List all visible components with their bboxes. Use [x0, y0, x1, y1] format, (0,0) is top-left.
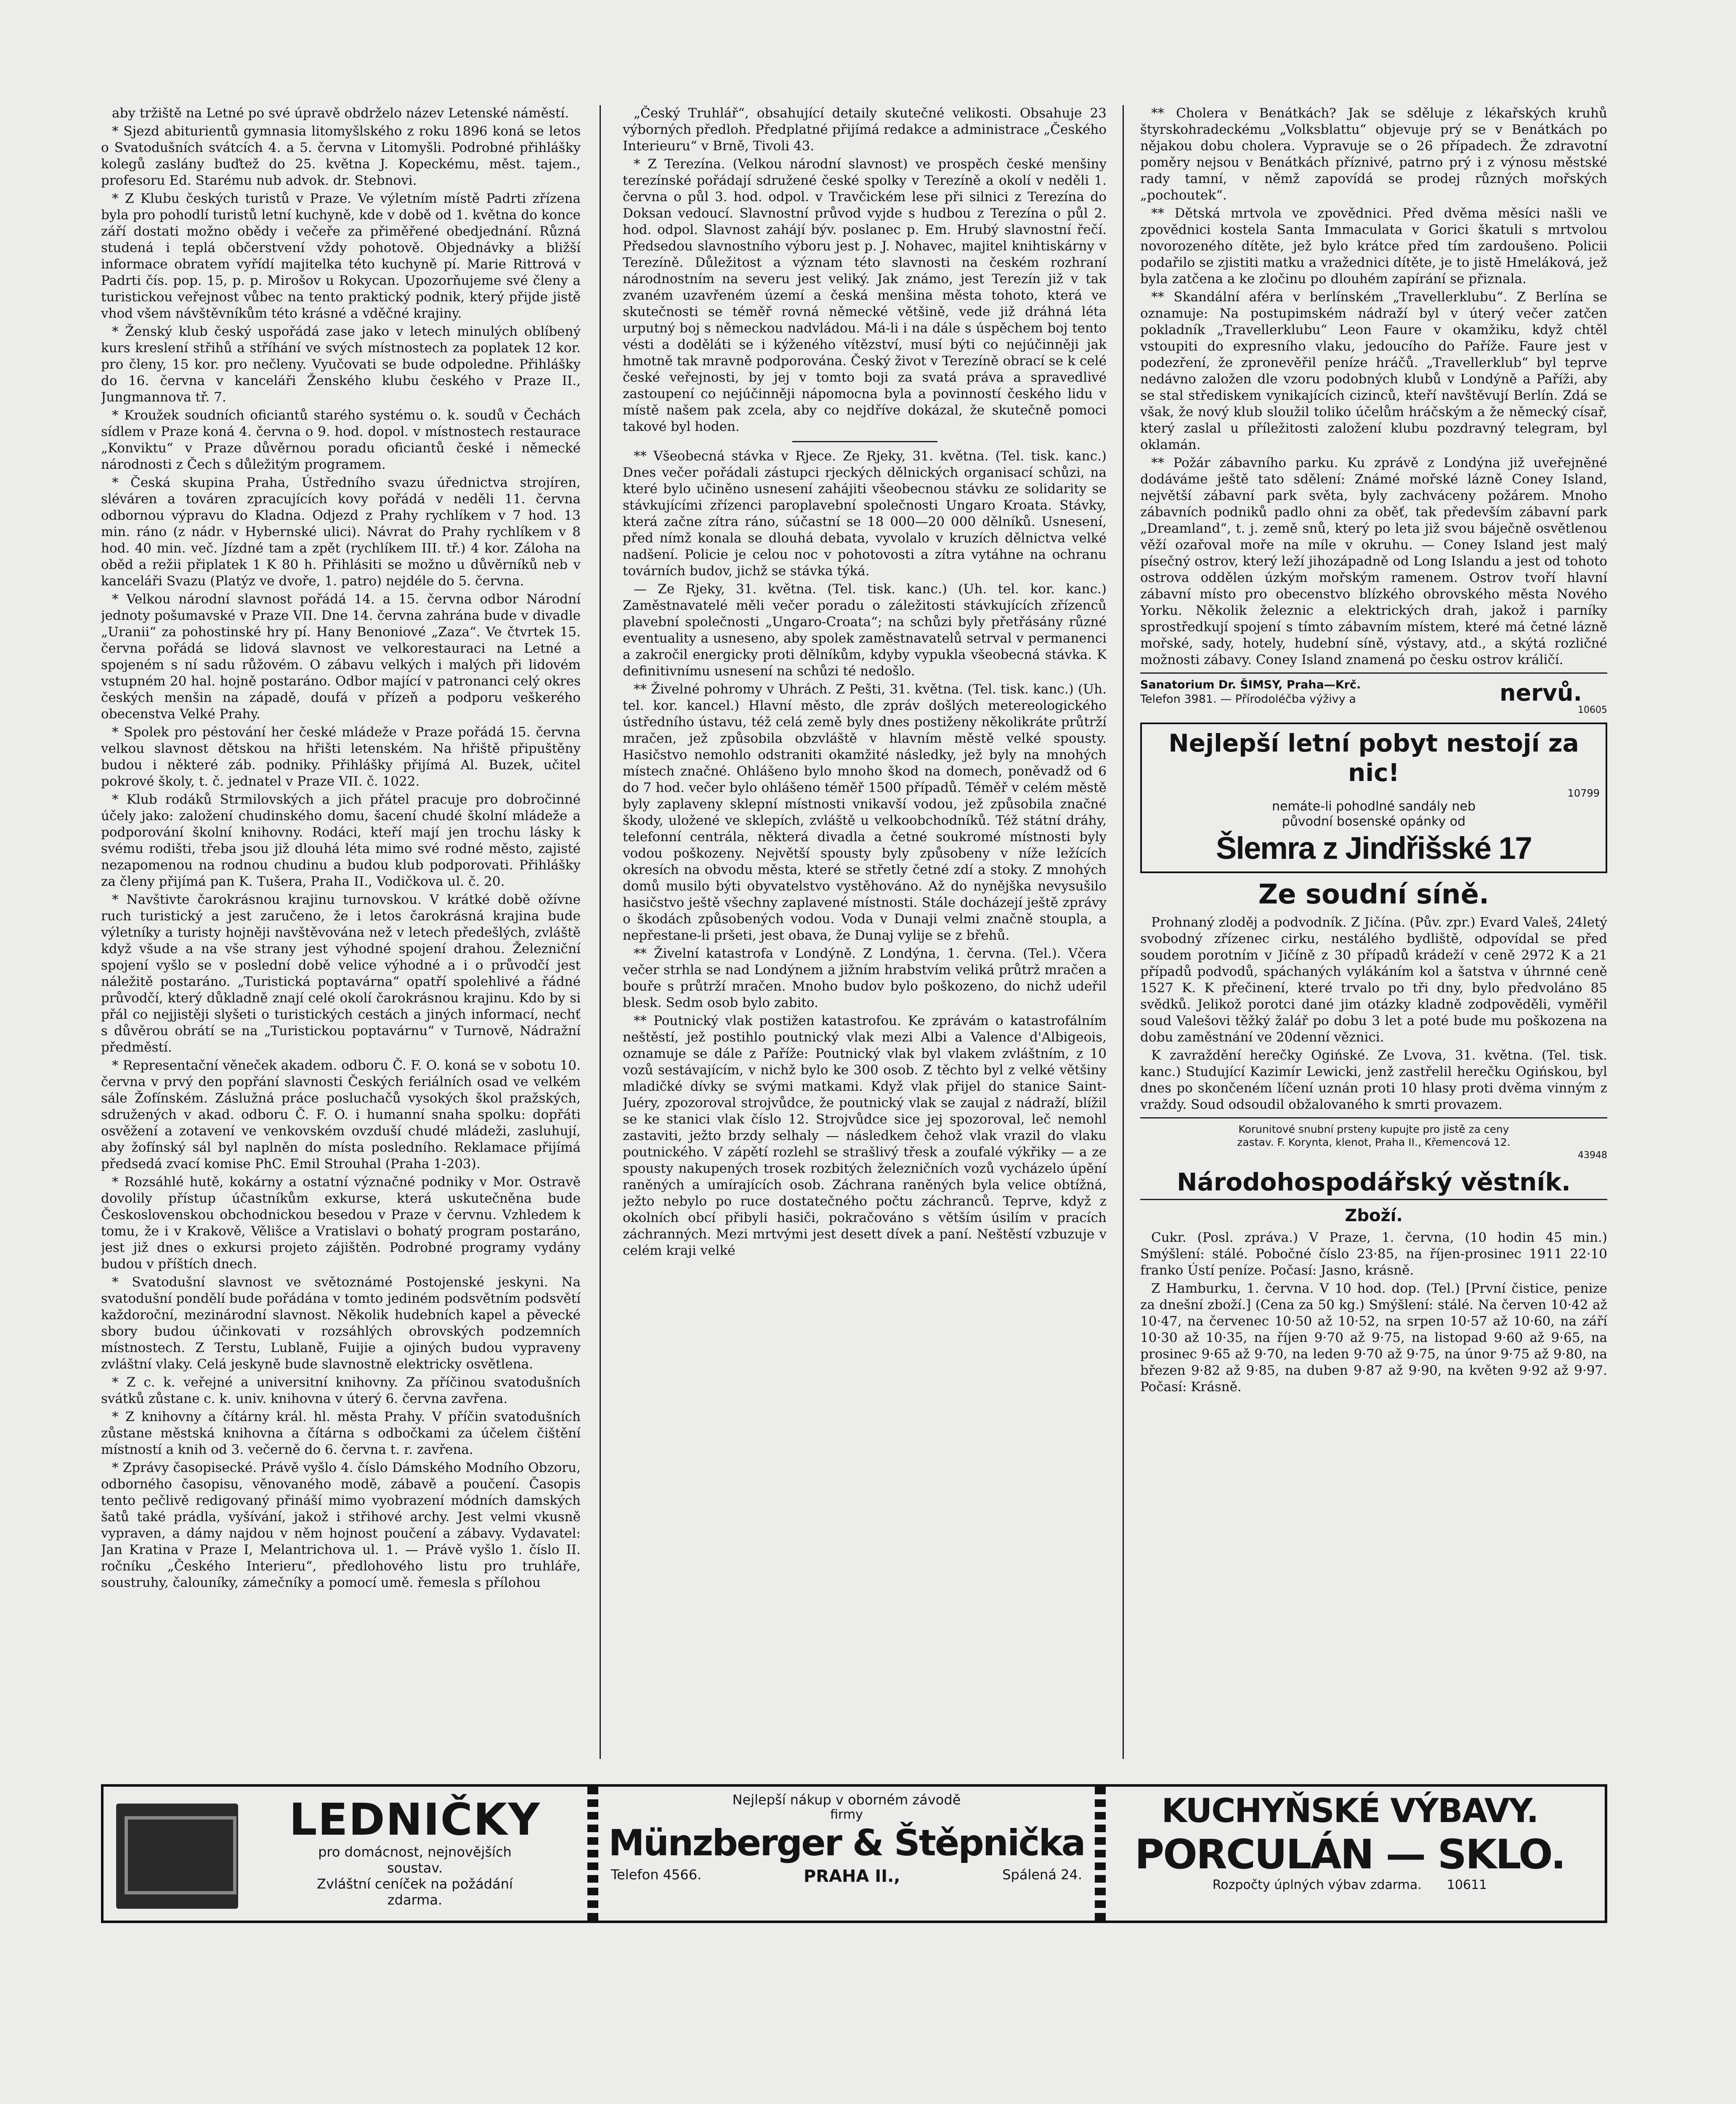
store-line: firmy [830, 1807, 863, 1822]
article-paragraph: * Representační věneček akadem. odboru Č. F. O. koná se v sobotu 10. června v prvý den popřání slavnosti Českých feriálních osad ve velkém sále Žofínském. Záslužná práce posluchačů vysokých škol pražských, sdružených v akad. odboru Č. F. O. i humanní snaha spolku: dopřáti osvěžení a zotavení ve venkovském ovzduší chudé mládeži, zasluhují, aby žofínský sál byl naplněn do místa posledního. Reklamace přijímá předsedá zvací komise PhC. Emil Strouhal (Praha 1-203). [101, 1058, 581, 1172]
slemr-subline: nemáte-li pohodlné sandály neb [1271, 799, 1476, 814]
article-paragraph: K zavraždění herečky Ogińské. Ze Lvova, 31. května. (Tel. tisk. kanc.) Studující Kazimír Lewicki, jenž zastřelil herečku Ogińskou, byl dnes po skončeném líčení uznán proti 10 hlasy proti dvěma vinným z vraždy. Soud odsoudil obžalovaného k smrti provazem. [1140, 1048, 1607, 1112]
slemr-subline: původní bosenské opánky od [1282, 814, 1466, 829]
article-paragraph: Z Hamburku, 1. června. V 10 hod. dop. (Tel.) [První čistice, penize za dnešní zboží.] (Cena za 50 kg.) Smýšlení: stálé. Na červen 10·42 až 10·47, na červenec 10·50 až 10·52, na srpen 10·57 až 10·60, na září 10·30 až 10·35, na říjen 9·70 až 9·75, na listopad 9·60 až 9·65, na prosinec 9·65 až 9·70, na leden 9·70 až 9·75, na únor 9·75 až 9·80, na březen 9·82 až 9·85, na duben 9·87 až 9·90, na květen 9·92 až 9·97. Počasí: Krásně. [1140, 1281, 1607, 1395]
article-paragraph: * Svatodušní slavnost ve světoznámé Postojenské jeskyni. Na svatodušní pondělí bude pořádána v tomto jediném podsvětním podsvětí každoroční, mezinárodní slavnost. Několik hudebních kapel a pěvecké sbory budou účinkovati v rozsáhlých obrovských podzemních místnostech. Z Terstu, Lublaně, Fuijie a ojiných budou vypraveny zvláštní vlaky. Celá jeskyně bude slavnostně elektricky osvětlena. [101, 1275, 581, 1372]
article-paragraph: ** Všeobecná stávka v Rjece. Ze Rjeky, 31. května. (Tel. tisk. kanc.) Dnes večer pořádali zástupci rjeckých dělnických organisací schůzi, na které bylo učiněno usnesení zahájiti všeobecnou stávku ze solidarity se stávkujícími zřízenci paroplavební společnosti Ungaro Kroata. Stávky, která začne zítra ráno, súčastní se 18 000—20 000 dělníků. Usnesení, před nímž konala se dlouhá debata, vyvolalo v kruzích dělnictva velké nadšení. Policie je celou noc v pohotovosti a zítra vytáhne na ochranu továrních budov, jichž se stávka týká. [623, 449, 1107, 579]
korynta-line: Korunitové snubní prsteny kupujte pro jistě za ceny [1238, 1123, 1509, 1135]
article-paragraph: ** Cholera v Benátkách? Jak se sděluje z lékařských kruhů štyrskohradeckému „Volksblattu“ objevuje prý se v Benátkách po nějakou dobu cholera. Vypravuje se o 26 případech. Že zdravotní poměry nejsou v Benátkách příznivé, patrno prý i z výnosu městské rady tamní, v němž zapovídá se prodej různých mořských „pochoutek“. [1140, 106, 1607, 203]
article-paragraph: * Spolek pro péstování her české mládeže v Praze pořádá 15. června velkou slavnost dětskou na hřišti letenském. Na hřiště připuštěny budou i některé záb. podniky. Přihlášky přijímá Al. Buzek, učitel pokrové školy, t. č. jednatel v Praze VII. č. 1022. [101, 725, 581, 789]
sanatorium-line: Telefon 3981. — Přírodoléčba výživy a [1140, 693, 1356, 706]
korynta-line: zastav. F. Korynta, klenot, Praha II., Křemencová 12. [1237, 1136, 1510, 1148]
article-paragraph: Cukr. (Posl. zpráva.) V Praze, 1. června, (10 hodin 45 min.) Smýšlení: stálé. Pobočné číslo 23·85, na říjen-prosinec 1911 22·10 franko Ústí peníze. Počasí: Jasno, krásně. [1140, 1230, 1607, 1278]
fridge-ad [104, 1787, 587, 1921]
sanatorium-big: nervů. [1500, 680, 1582, 706]
article-paragraph: ** Požár zábavního parku. Ku zprávě z Londýna již uveřejněné dodáváme ještě tato sdělení: Známé mořské lázně Coney Island, největší zábavní park světa, byly zachváceny požárem. Mnoho zábavních podniků padlo ohni za oběť, tak především zábavní park „Dreamland“, t. j. země snů, který po leta již svou báječně osvětlenou věží ozařoval moře na míle v okruhu. — Coney Island jest malý písečný ostrov, který leží jihozápadně od Long Islandu a jest od tohoto ostrova oddělen úzkým mořským ramenem. Ostrov tvoří hlavní zábavní místo pro obecenstvo blízkého obrovského města Nového Yorku. Několik železnic a elektrických drah, jakož i parníky sprostředkují spojení s tímto zábavním místem, které má četné lázně mořské, sady, hotely, hudební síně, výstavy, atd., a skýtá rozličné možnosti zábavy. Coney Island znamená po česku ostrov králičí. [1140, 455, 1607, 667]
store-line: Nejlepší nákup v oborném závodě [732, 1792, 961, 1808]
article-paragraph: — Ze Rjeky, 31. května. (Tel. tisk. kanc.) (Uh. tel. kor. kanc.) Zaměstnavatelé měli večer poradu o záležitosti stávkujících zřízenců plavební společnosti „Ungaro-Croata“; na schůzi byly přetřásány různé eventuality a usneseno, aby spolek zaměstnavatelů setrval v permanenci a zakročil energicky proti dělníkům, kdyby vypukla všeobecná stávka. K definitivnímu usnesení na schůzi té nedošlo. [623, 582, 1107, 679]
kitchen-ad [1106, 1787, 1594, 1921]
bead-border [1095, 1787, 1106, 1921]
article-paragraph: aby tržiště na Letné po své úpravě obdrželo název Letenské náměstí. [112, 106, 569, 121]
ad-number: 43948 [1578, 1150, 1607, 1161]
column-2 [623, 105, 1107, 1759]
bottom-advert-band [101, 1784, 1607, 1923]
separator [1140, 1117, 1607, 1118]
column-divider [1123, 105, 1124, 1759]
store-brand: Münzberger & Štěpnička [608, 1822, 1085, 1864]
ad-number: 10799 [1567, 787, 1600, 799]
article-paragraph: ** Živelné pohromy v Uhrách. Z Pešti, 31. května. (Tel. tisk. kanc.) (Uh. tel. kor. kancel.) Hlavní město, dle zpráv došlých metereologického ústředního ústavu, též celá země byly dnes postiženy několikráte průtrží mračen, jež způsobila obzvláště v hlavním městě velké spousty. Hasičstvo nemohlo odstraniti okamžité následky, jež byly na mnohých místech značné. Ohlášeno bylo mnoho škod na domech, poněvadž od 6 do 7 hod. večer bylo ohlášeno téměř 1500 případů. Téměř v celém městě byly zaplaveny sklepní místnosti vnikavší vodou, jež způsobila značné škody, uložené ve sklepích, zvláště u velkoobchodníků. Též státní dráhy, telefonní centrála, některá divadla a četné soukromé místnosti byly vodou poškozeny. Největší spousty byly způsobeny v níže ležících okresích na obvodu města, které se střetly četné zdí a stoky. Z mnohých domů musilo býti obyvatelstvo vystěhováno. Až do nynějška nevysušilo hasičstvo ještě všechny zaplavené místnosti. Stále docházejí ještě zprávy o škodách způsobených vodou. Voda v Dunaji velmi značně stoupla, a nepřestane-li pršeti, jest obava, že Dunaj vylije se z břehů. [623, 682, 1107, 943]
article-paragraph: ** Skandální aféra v berlínském „Travellerklubu“. Z Berlína se oznamuje: Na postupimském nádraží byl v úterý večer zatčen pokladník „Travellerklubu“ Leon Faure v okamžiku, když chtěl vstoupiti do expresního vlaku, jedoucího do Paříže. Faure jest v podezření, že zpronevěřil peníze hráčů. „Travellerklub“ byl teprve nedávno založen dle vzoru podobných klubů v Londýně a Paříži, aby se stal střediskem vynikajících cizinců, kteří navštěvují Berlín. Zdá se však, že nový klub sloužil toliko účelům hráčským a že německý císař, který zaslal u příležitosti založení klubu pozdravný telegram, byl oklamán. [1140, 290, 1607, 452]
article-paragraph: * Navštivte čarokrásnou krajinu turnovskou. V krátké době ožívne ruch turistický a jest zaručeno, že i letos čarokrásná krajina bude výletníky a turisty hojněji navštěvována než v letech předešlých, zvláště když všude a na vše strany jest výhodné spojení drahou. Železniční spojení vyšlo se v poslední době velice výhodné a i o průvodčí jest náležitě postaráno. „Turistická poptavárna“ opatří spolehlivé a řádné průvodčí, který důkladně znají celé okolí čarokrásnou krajinu. Kdo by si přál co nejjistěji slyšeti o turistických cestách a jiných informací, nechť s důvěrou obrátí se na „Turistickou poptavárnu“ v Turnově, Nádražní předměstí. [101, 892, 581, 1055]
fridge-line: zdarma. [387, 1892, 443, 1908]
article-paragraph: * Z c. k. veřejné a universitní knihovny. Za příčinou svatodušních svátků zůstane c. k. univ. knihovna v úterý 6. června zavřena. [101, 1375, 581, 1406]
section-heading-economy: Národohospodářský věstník. [1140, 1168, 1607, 1200]
newspaper-page [101, 105, 1607, 2104]
separator [1140, 672, 1607, 674]
fridge-line: soustav. [387, 1860, 443, 1876]
article-paragraph: „Český Truhlář“, obsahující detaily skutečné velikosti. Obsahuje 23 výborných předloh. Předplatné přijímá redakce a administrace „Českého Interieuru“ v Brně, Tivoli 43. [623, 106, 1107, 154]
column-divider [600, 105, 601, 1759]
slemr-headline: Nejlepší letní pobyt nestojí za nic! [1168, 729, 1579, 787]
fridge-line: Zvláštní ceníček na požádání [317, 1876, 513, 1892]
kitchen-line: PORCULÁN — SKLO. [1134, 1831, 1565, 1878]
column-1 [101, 105, 581, 1759]
section-heading-court: Ze soudní síně. [1258, 879, 1489, 910]
article-paragraph: * Zprávy časopisecké. Právě vyšlo 4. číslo Dámského Modního Obzoru, odborného časopisu, věnovaného modě, zábavě a poučení. Časopis tento pečlivě redigovaný přináší mimo vyobrazení módních damských šatů také prádla, vyšívání, jakož i střihové archy. Jest velmi vkusně vypraven, a dámy najdou v něm hojnost poučení a zábavy. Vydavatel: Jan Kratina v Praze I, Melantrichova ul. 1. — Právě vyšlo 1. číslo II. ročníku „Českého Interieru“, předlohového listu pro truhláře, soustruhy, čalouníky, zámečníky a pomocí umě. řemesla s přílohou [101, 1460, 581, 1590]
korynta-ad [1140, 1123, 1607, 1162]
store-ad [598, 1787, 1095, 1921]
slemr-ad [1140, 723, 1607, 873]
kitchen-line: KUCHYŇSKÉ VÝBAVY. [1161, 1792, 1538, 1830]
kitchen-line: Rozpočty úplných výbav zdarma. [1212, 1878, 1422, 1892]
ad-number: 10605 [1578, 705, 1607, 715]
article-paragraph: * Z Klubu českých turistů v Praze. Ve výletním místě Padrti zřízena byla pro pohodlí turistů letní kuchyně, kde v době od 1. května do konce září dostati možno obědy i večeře za přiměřené obedjednání. Různá studená i teplá občerstvení vždy pohotově. Objednávky a bližší informace obratem vyřídí majitelka této kuchyně pí. Marie Rittrová v Padrti čís. pop. 15, p. p. Mirošov u Rokycan. Upozorňujeme své členy a turistickou veřejnost vůbec na tento praktický podnik, který přijde jistě vhod všem návštěvníkům této krásné a vděčné krajiny. [101, 191, 581, 321]
store-street: Spálená 24. [1002, 1867, 1082, 1883]
article-paragraph: * Velkou národní slavnost pořádá 14. a 15. června odbor Národní jednoty pošumavské v Praze VII. Dne 14. června zahrána bude v divadle „Uranii“ za pohostinské hry pí. Hany Benoniové „Zaza“. Ve čtvrtek 15. června pořádá se lidová slavnost ve velkorestauraci na Letné a spojeném s ní sadu růžovém. O zábavu velkých i malých při lidovém vstupném 20 hal. hojně postaráno. Odbor mající v patronanci celý okres českých menšin na západě, doufá v přízeň a podporu veškerého obecenstva Velké Prahy. [101, 592, 581, 722]
article-paragraph: ** Živelní katastrofa v Londýně. Z Londýna, 1. června. (Tel.). Včera večer strhla se nad Londýnem a jižním hrabstvím veliká průtrž mračen a bouře s průtrží mračen. Mnoho budov bylo poškozeno, do nichž udeřil blesk. Sedm osob bylo zabito. [623, 946, 1107, 1010]
sanatorium-ad [1140, 678, 1607, 718]
refrigerator-icon [116, 1804, 238, 1909]
store-city: PRAHA II., [803, 1867, 900, 1886]
fridge-title: LEDNIČKY [289, 1794, 541, 1845]
article-paragraph: * Z knihovny a čítárny král. hl. města Prahy. V příčin svatodušních zůstane městská knihovna a čítárna s odbočkami za účelem čištění místností a knih od 3. večerně do 6. června t. r. zavřena. [101, 1409, 581, 1457]
article-paragraph: * Klub rodáků Strmilovských a jich přátel pracuje pro dobročinné účely jako: založení chudinského domu, šacení chudé školní mládeže a podporování školní knihovny. Rodáci, kteří mají jen trochu lásky k svému rodišti, třeba jsou již dlouhá léta mimo své rodné město, zajisté nezapomenou na rodnou chudinu a budou klub podporovati. Přihlášky za členy přijímá pan K. Tušera, Praha II., Vodičkova ul. č. 20. [101, 792, 581, 889]
separator [792, 441, 937, 442]
fridge-line: pro domácnost, nejnovějších [318, 1844, 512, 1860]
bead-border [587, 1787, 598, 1921]
column-3 [1140, 105, 1607, 1759]
store-phone: Telefon 4566. [611, 1867, 702, 1883]
article-paragraph: * Z Terezína. (Velkou národní slavnost) ve prospěch české menšiny terezínské pořádají sdružené české spolky v Terezíně a okolí v neděli 1. června o půl 3. hod. odpol. v Travčickém lese při silnici z Terezína do Doksan vedoucí. Slavnostní průvod vyjde s hudbou z Terezína o půl 2. hod. odpol. Slavnost zahájí býv. poslanec p. Em. Hrubý slavnostní řečí. Předsedou slavnostního výboru jest p. J. Nohavec, majitel knihtiskárny v Terezíně. Důležitost a význam této slavnosti na českém rozhraní národnostním na severu jest veliký. Jak známo, jest Terezín již v tak zvaném uzavřeném území a česká menšina města tohoto, která ve skutečnosti se téměř rovná německé většině, vede již dráhná léta urputný boj s německou nadvládou. Má-li i na dále s úspěchem boj tento vésti a doděláti se i kýženého vítězství, musí býti co nejúčinněji jak hmotně tak mravně podporována. Český život v Terezíně obrací se k celé české veřejnosti, by jej v tomto boji za svatá práva a spravedlivé zastoupení co nejúčinněji nápomocna byla a povinností českého lidu v místě našem pak zcela, aby co nejdříve dokázal, že skutečně pomoci takové byl hoden. [623, 157, 1107, 434]
article-paragraph: * Ženský klub český uspořádá zase jako v letech minulých oblíbený kurs kreslení střihů a stříhání ve svých místnostech za poplatek 12 kor. pro členy, 15 kor. pro nečleny. Vyučovati se bude odpoledne. Přihlášky do 16. června v kanceláři Ženského klubu českého v Praze II., Jungmannova tř. 7. [101, 324, 581, 405]
article-paragraph: ** Poutnický vlak postižen katastrofou. Ke zprávám o katastrofálním neštěstí, jež postihlo poutnický vlak mezi Albi a Valence d'Albigeois, oznamuje se dále z Paříže: Poutnický vlak byl vlakem zvláštním, z 10 vozů sestávajícím, v nichž bylo ke 300 osob. Z těchto byl z velké většiny mladičké dívky se svými matkami. Když vlak přijel do stanice Saint-Juéry, zpozoroval strojvůdce, že poutnický vlak se zaujal z nádraží, blížil se ke stanici vlak číslo 12. Strojvůdce sice jej spozoroval, leč nemohl zastaviti, ježto brzdy selhaly — následkem čehož vlak vrazil do vlaku poutnického. V zápětí rozlehl se strašlivý třesk a zoufalé výkřiky — a ze spousty nakupených trosek rozbitých železničních vozů vycházelo úpění raněných a umírajících osob. Záchrana raněných byla velice obtížná, ježto nebylo po ruce dostatečného počtu záchranců. Teprve, když z okolních obcí přibyli hasiči, pokračováno s větším úsilím v pracích záchranných. Mezi mrtvými jest desett dívek a paní. Neštěstí vzbuzuje v celém kraji velké [623, 1013, 1107, 1258]
article-paragraph: Prohnaný zloděj a podvodník. Z Jičína. (Pův. zpr.) Evard Valeš, 24letý svobodný zřízenec cirku, nestálého bydliště, odpovídal se před soudem porotním v Jičíně z 30 případů krádeží v ceně 2972 K a 21 případů podvodů, spáchaných vylákáním kol a šatstva v úhrnné ceně 1527 K. K přečinení, které trvalo po tři dny, bylo předvoláno 85 svědků. Jelikož porotci dané jim otázky kladně zodpověděli, vyměřil soud Valešovi těžký žalář po dobu 3 let a poté bude mu poškozena na dobu zaměstnání ve 20denní věznici. [1140, 915, 1607, 1045]
article-paragraph: * Rozsáhlé hutě, kokárny a ostatní význačné podniky v Mor. Ostravě dovolily přístup účastníkům exkurse, která uskutečněna bude Československou obchodnickou besedou v Praze v červnu. Vzhledem k tomu, že i v Krakově, Vělišce a Vratislavi o bohatý program postaráno, jest již dnes o exkursi projeto zájištěn. Podrobné programy vydány budou v příštích dnech. [101, 1174, 581, 1272]
article-paragraph: ** Dětská mrtvola ve zpovědnici. Před dvěma měsíci našli ve zpovědnici kostela Santa Immaculata v Gorici škatuli s mrtvolou novorozeného dítěte, jež bylo krátce před tím zardoušeno. Policii podařilo se zjistiti matku a vražednici dítěte, je to jistě Hmeláková, jež byla zatčena a ke zločinu po dlouhém zapírání se přiznala. [1140, 206, 1607, 287]
article-paragraph: * Kroužek soudních oficiantů starého systému o. k. soudů v Čechách sídlem v Praze koná 4. června o 9. hod. dopol. v místnostech restaurace „Konviktu“ v Praze důvěrnou poradu oficiantů české i německé národnosti z Čech s důležitým programem. [101, 408, 581, 472]
article-paragraph: * Sjezd abiturientů gymnasia litomyšlského z roku 1896 koná se letos o Svatodušních svátcích 4. a 5. června v Litomyšli. Podrobné přihlášky kolegů zaslány buďtež do 25. května J. Kopeckému, měst. tajem., profesoru Ed. Starému nub advok. dr. Stebnovi. [101, 124, 581, 188]
subsection-heading-goods: Zboží. [1345, 1206, 1403, 1225]
article-paragraph: * Česká skupina Praha, Ústředního svazu úřednictva strojíren, sléváren a továren zpracujících kovy pořádá v neděli 11. června odbornou výpravu do Kladna. Odjezd z Prahy rychlíkem v 7 hod. 13 min. ráno (z nádr. v Hybernské ulici). Návrat do Prahy rychlíkem v 8 hod. 40 min. več. Jízdné tam a zpět (rychlíkem III. tř.) 4 kor. Záloha na oběd a režii připlatek 1 K 80 h. Přihlásiti se možno u důvěrníků neb v kanceláři Svazu (Platýz ve dvoře, 1. patro) nejdéle do 5. června. [101, 475, 581, 589]
ad-number: 10611 [1447, 1878, 1487, 1892]
sanatorium-name: Sanatorium Dr. ŠIMSY, Praha—Krč. [1140, 678, 1361, 691]
slemr-brand: Šlemra z Jindřišské 17 [1216, 831, 1532, 866]
